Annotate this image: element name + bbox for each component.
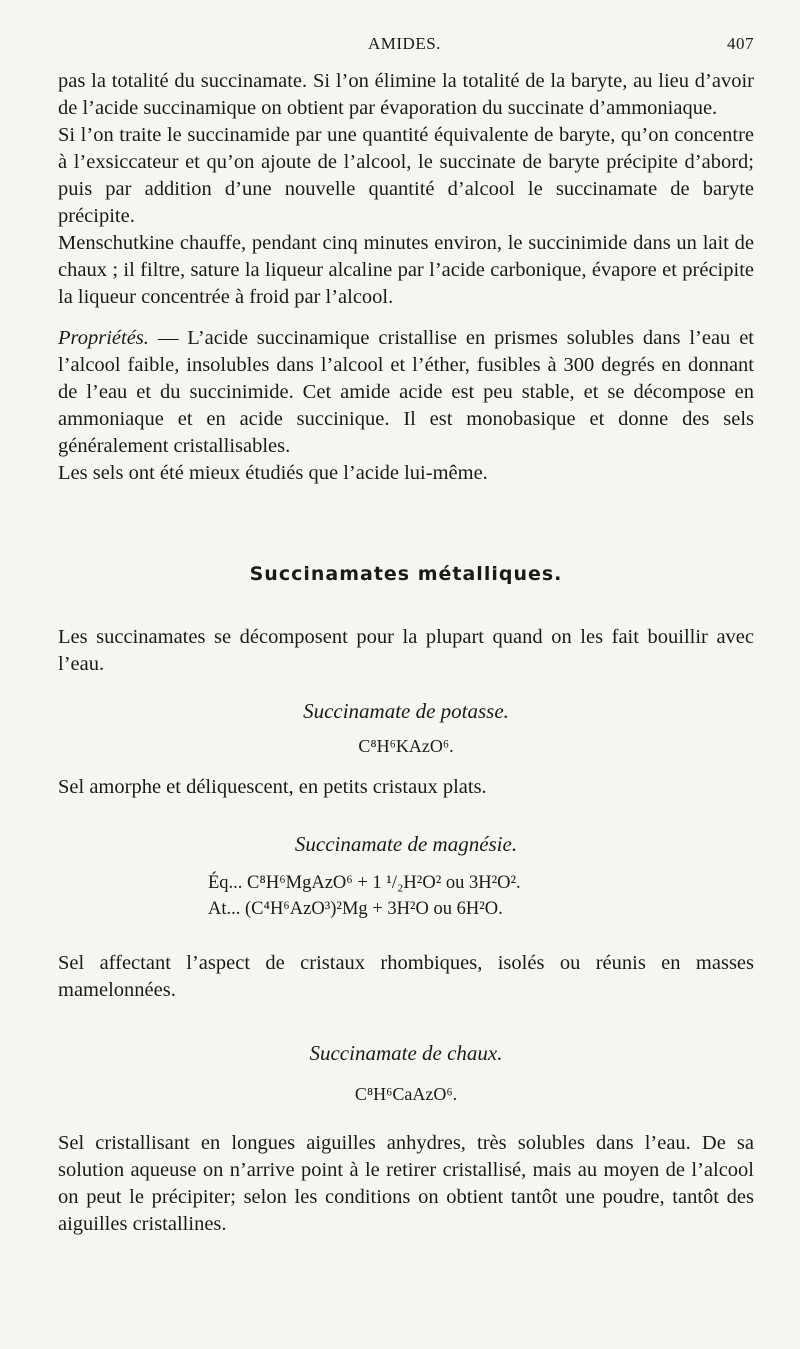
salt-magnesie-title: Succinamate de magnésie. (294, 832, 518, 856)
running-header (58, 30, 754, 60)
properties-text: — L’acide succinamique cristallise en prismes solubles dans l’eau et l’alcool faible, insolubles dans l’alcool et l’éther, fusibles à 300 degrés en donnant de l’eau et du succinimide. Cet amide acide est peu stable, et se décompose en ammoniaque et en acide succinique. Il est monobasique et donne des sels généralement cristallisables. (58, 327, 754, 457)
salt-potasse-formula: C⁸H⁶KAzO⁶. (358, 736, 454, 756)
paragraph-3: Menschutkine chauffe, pendant cinq minutes environ, le succinimide dans un lait de chaux ; il filtre, sature la liqueur alcaline par l’acide carbonique, évapore et précipite la liqueur concentrée à froid par l’alcool. (58, 232, 754, 308)
salt-magnesie-description: Sel affectant l’aspect de cristaux rhombiques, isolés ou réunis en masses mamelonnées. (58, 952, 754, 1001)
salt-chaux-formula: C⁸H⁶CaAzO⁶. (354, 1084, 458, 1104)
section-title: Succinamates métalliques. (249, 563, 563, 585)
paragraph-5: Les sels ont été mieux étudiés que l’acide lui-même. (58, 462, 488, 484)
properties-label: Propriétés. (58, 327, 149, 349)
paragraph-2: Si l’on traite le succinamide par une quantité équivalente de baryte, qu’on concentre à l’exsiccateur et qu’on ajoute de l’alcool, le succinate de baryte précipite d’abord; puis par addition d’une nouvelle quantité d’alcool le succinamate de baryte précipite. (58, 124, 754, 227)
salt-magnesie-formula-eq: Éq... C⁸H⁶MgAzO⁶ + 1 ¹/₂H²O² ou 3H²O². (208, 873, 521, 893)
paragraph-1: pas la totalité du succinamate. Si l’on élimine la totalité de la baryte, au lieu d’avoir de l’acide succinamique on obtient par évaporation du succinate d’ammoniaque. (58, 70, 754, 119)
salt-magnesie-formula-at: At... (C⁴H⁶AzO³)²Mg + 3H²O ou 6H²O. (208, 899, 503, 919)
page-number: 407 (727, 34, 754, 53)
paragraph-properties (58, 325, 754, 460)
salt-magnesie-formulas (208, 870, 754, 922)
salt-potasse-title: Succinamate de potasse. (303, 699, 509, 723)
page (58, 30, 754, 1238)
salt-chaux-title: Succinamate de chaux. (309, 1041, 503, 1065)
running-title: AMIDES. (368, 34, 441, 53)
salt-chaux-description: Sel cristallisant en longues aiguilles anhydres, très solubles dans l’eau. De sa solution aqueuse on n’arrive point à le retirer cristallisé, mais au moyen de l’alcool on peut le précipiter; selon les conditions on obtient tantôt une poudre, tantôt des aiguilles cristallines. (58, 1132, 754, 1235)
section-intro: Les succinamates se décomposent pour la plupart quand on les fait bouillir avec l’eau. (58, 626, 754, 675)
salt-potasse-description: Sel amorphe et déliquescent, en petits cristaux plats. (58, 776, 487, 798)
